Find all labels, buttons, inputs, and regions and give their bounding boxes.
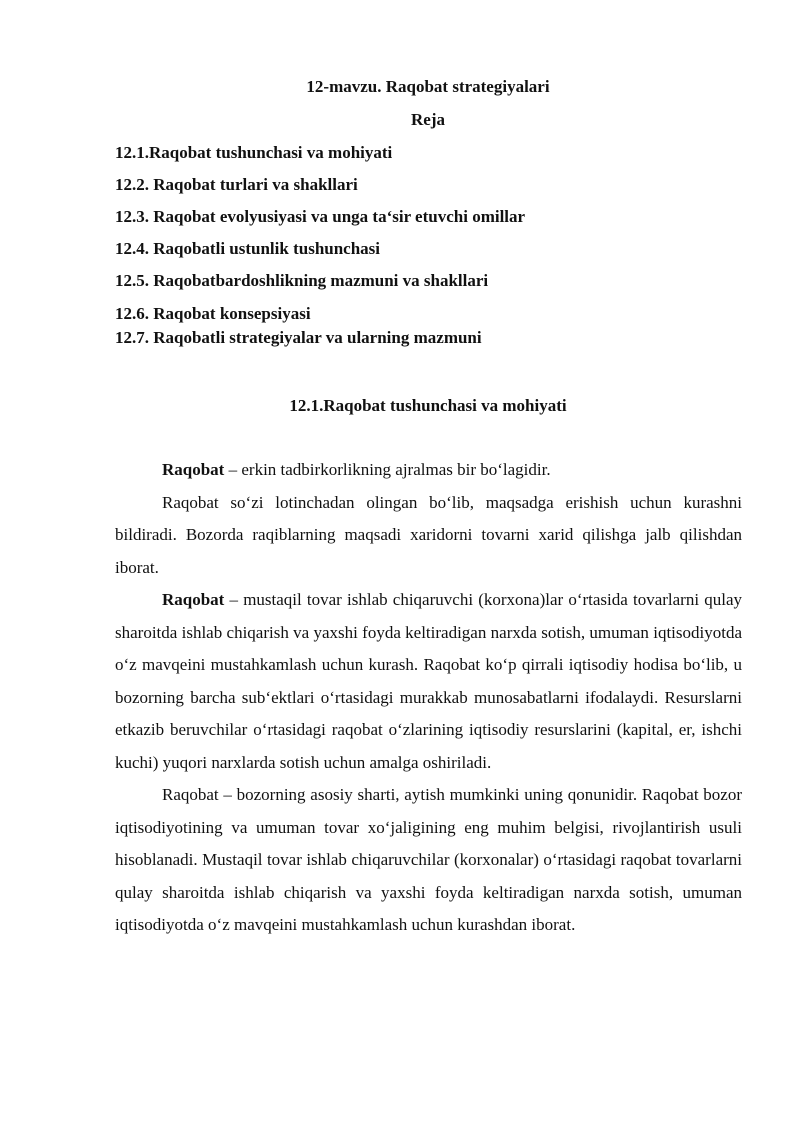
- paragraph-4: [115, 779, 742, 942]
- paragraph-3-text: – mustaqil tovar ishlab chiqaruvchi (korxona)lar o‘rtasida tovarlarni qulay sharoitda ishlab chiqarish va yaxshi foyda keltiradigan narxda sotish, umuman iqtisodiyotda o‘z mavqeini mustahkamlash uchun kurash. Raqobat ko‘p qirrali iqtisodiy hodisa bo‘lib, u bozorning barcha sub‘ektlari o‘rtasidagi murakkab munosabatlarni ifodalaydi. Resurslarni etkazib beruvchilar o‘rtasidagi raqobat o‘zlarining iqtisodiy resurslarini (kapital, er, ishchi kuchi) yuqori narxlarda sotish uchun amalga oshiriladi.: [115, 590, 742, 772]
- document-title: 12-mavzu. Raqobat strategiyalari: [306, 77, 550, 96]
- plan-item-5: 12.5. Raqobatbardoshlikning mazmuni va shakllari: [115, 271, 489, 290]
- paragraph-3: [115, 584, 742, 779]
- paragraph-1: [115, 454, 742, 487]
- paragraph-1-text: – erkin tadbirkorlikning ajralmas bir bo‘lagidir.: [224, 460, 551, 479]
- plan-item-1: 12.1.Raqobat tushunchasi va mohiyati: [115, 143, 393, 162]
- plan-heading: Reja: [411, 110, 445, 129]
- paragraph-1-term: Raqobat: [162, 460, 225, 479]
- body-text: [115, 454, 742, 942]
- plan-item-7: 12.7. Raqobatli strategiyalar va ularning mazmuni: [115, 328, 482, 347]
- paragraph-3-term: Raqobat: [162, 590, 225, 609]
- plan-item-6: 12.6. Raqobat konsepsiyasi: [115, 304, 311, 323]
- section-heading: 12.1.Raqobat tushunchasi va mohiyati: [289, 396, 567, 415]
- paragraph-2-text: Raqobat so‘zi lotinchadan olingan bo‘lib, maqsadga erishish uchun kurashni bildiradi. Bozorda raqiblarning maqsadi xaridorni tovarni xarid qilishga jalb qilishdan iborat.: [115, 492, 742, 577]
- paragraph-2: [115, 487, 742, 585]
- plan-item-3: 12.3. Raqobat evolyusiyasi va unga ta‘sir etuvchi omillar: [115, 207, 526, 226]
- paragraph-4-text: Raqobat – bozorning asosiy sharti, aytish mumkinki uning qonunidir. Raqobat bozor iqtisodiyotining va umuman tovar xo‘jaligining eng muhim belgisi, rivojlantirish usuli hisoblanadi. Mustaqil tovar ishlab chiqaruvchilar (korxonalar) o‘rtasidagi raqobat tovarlarni qulay sharoitda ishlab chiqarish va yaxshi foyda keltiradigan narxda sotish, umuman iqtisodiyotda o‘z mavqeini mustahkamlash uchun kurashdan iborat.: [115, 785, 742, 934]
- plan-item-4: 12.4. Raqobatli ustunlik tushunchasi: [115, 239, 381, 258]
- plan-item-2: 12.2. Raqobat turlari va shakllari: [115, 175, 358, 194]
